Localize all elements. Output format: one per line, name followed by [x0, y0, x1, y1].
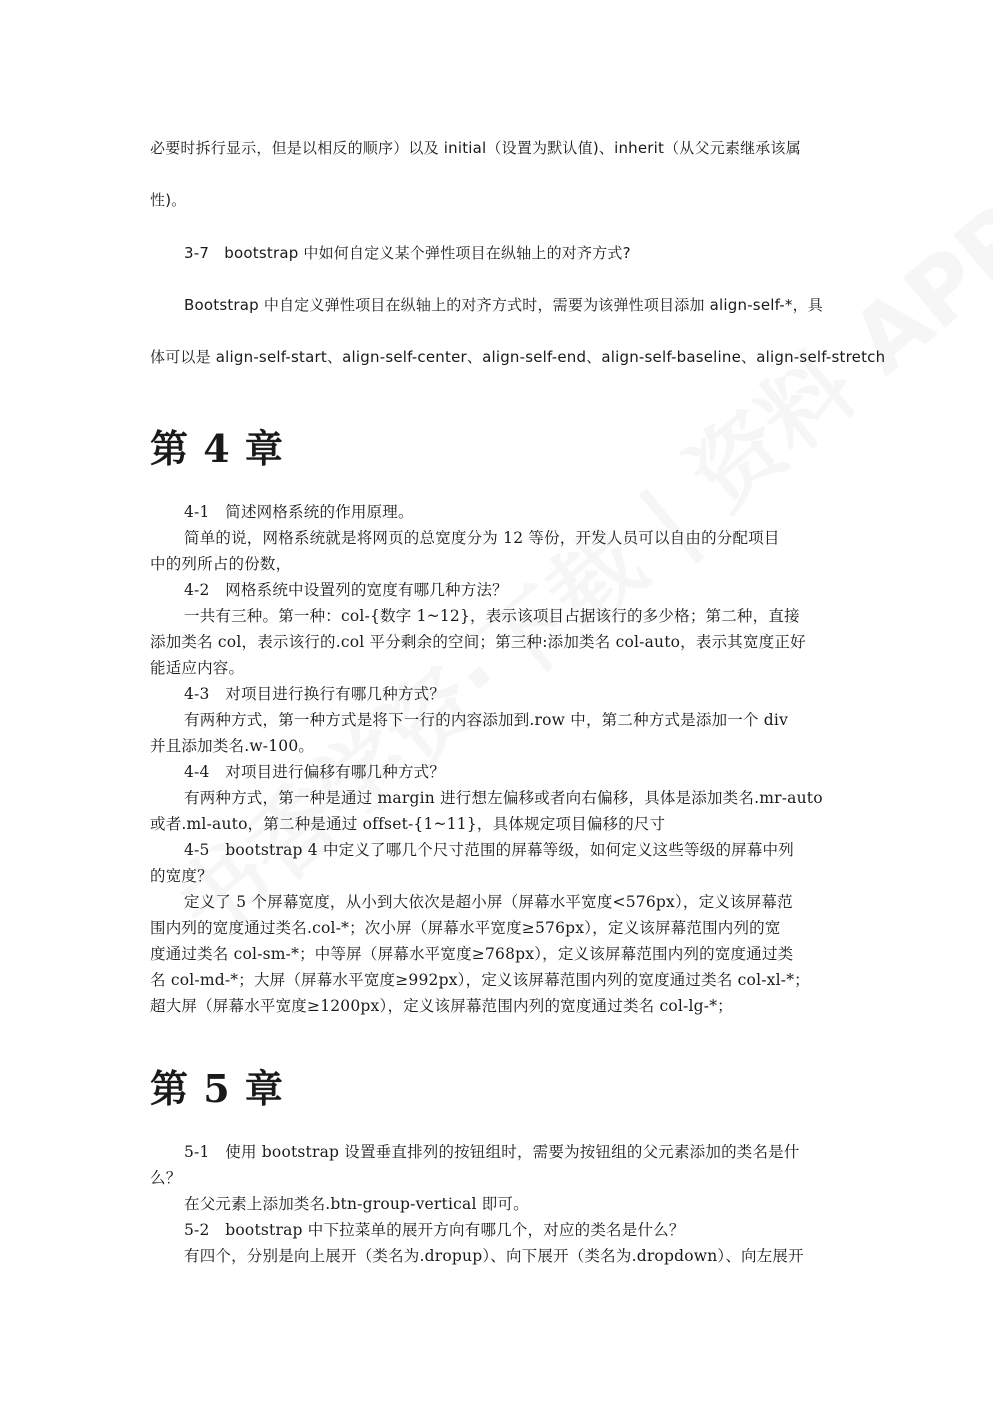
answer-line: 定义了 5 个屏幕宽度，从小到大依次是超小屏（屏幕水平宽度<576px），定义该屏幕范	[184, 893, 793, 911]
answer-line: 有四个，分别是向上展开（类名为.dropup）、向下展开（类名为.dropdown）、向左展开	[184, 1247, 804, 1265]
chapter-4-title: 第 4 章	[150, 426, 284, 471]
answer-line: 简单的说，网格系统就是将网页的总宽度分为 12 等份，开发人员可以自由的分配项目	[184, 529, 780, 547]
answer-line: 在父元素上添加类名.btn-group-vertical 即可。	[184, 1195, 529, 1213]
answer-3-7-line: Bootstrap 中自定义弹性项目在纵轴上的对齐方式时，需要为该弹性项目添加 align-self-*，具	[184, 296, 823, 314]
question-line: 么？	[150, 1169, 182, 1187]
answer-line: 围内列的宽度通过类名.col-*；次小屏（屏幕水平宽度≥576px），定义该屏幕范围内列的宽	[150, 919, 781, 937]
paragraph-line: 必要时拆行显示，但是以相反的顺序）以及 initial（设置为默认值)、inherit（从父元素继承该属	[150, 139, 801, 157]
question-4-4: 4-4 对项目进行偏移有哪几种方式？	[184, 763, 446, 781]
answer-line: 并且添加类名.w-100。	[150, 737, 315, 755]
answer-line: 中的列所占的份数，	[150, 555, 292, 573]
question-line: 的宽度？	[150, 867, 213, 885]
question-5-2: 5-2 bootstrap 中下拉菜单的展开方向有哪几个，对应的类名是什么？	[184, 1221, 685, 1239]
answer-line: 超大屏（屏幕水平宽度≥1200px），定义该屏幕范围内列的宽度通过类名 col-lg-*；	[150, 997, 733, 1015]
answer-line: 添加类名 col，表示该行的.col 平分剩余的空间；第三种:添加类名 col-auto，表示其宽度正好	[150, 633, 806, 651]
answer-3-7-line: 体可以是 align-self-start、align-self-center、align-self-end、align-self-baseline、align-self-stretch	[150, 348, 886, 366]
question-4-3: 4-3 对项目进行换行有哪几种方式？	[184, 685, 446, 703]
question-4-2: 4-2 网格系统中设置列的宽度有哪几种方法？	[184, 581, 508, 599]
answer-line: 度通过类名 col-sm-*；中等屏（屏幕水平宽度≥768px），定义该屏幕范围内列的宽度通过类	[150, 945, 794, 963]
question-4-5: 4-5 bootstrap 4 中定义了哪几个尺寸范围的屏幕等级，如何定义这些等级的屏幕中列	[184, 841, 794, 859]
question-5-1: 5-1 使用 bootstrap 设置垂直排列的按钮组时，需要为按钮组的父元素添加的类名是什	[184, 1143, 800, 1161]
question-4-1: 4-1 简述网格系统的作用原理。	[184, 503, 414, 521]
answer-line: 有两种方式，第一种是通过 margin 进行想左偏移或者向右偏移，具体是添加类名.mr-auto	[184, 789, 823, 807]
answer-line: 或者.ml-auto，第二种是通过 offset-{1~11}，具体规定项目偏移的尺寸	[150, 815, 666, 833]
paragraph-line: 性)。	[150, 191, 187, 209]
chapter-5-title: 第 5 章	[150, 1066, 284, 1111]
question-3-7: 3-7 bootstrap 中如何自定义某个弹性项目在纵轴上的对齐方式?	[184, 244, 631, 262]
answer-line: 有两种方式，第一种方式是将下一行的内容添加到.row 中，第二种方式是添加一个 div	[184, 711, 789, 729]
answer-line: 名 col-md-*；大屏（屏幕水平宽度≥992px），定义该屏幕范围内列的宽度通过类名 col-xl-*；	[150, 971, 810, 989]
answer-line: 能适应内容。	[150, 659, 245, 677]
answer-line: 一共有三种。第一种：col-{数字 1~12}，表示该项目占据该行的多少格；第二种，直接	[184, 607, 800, 625]
